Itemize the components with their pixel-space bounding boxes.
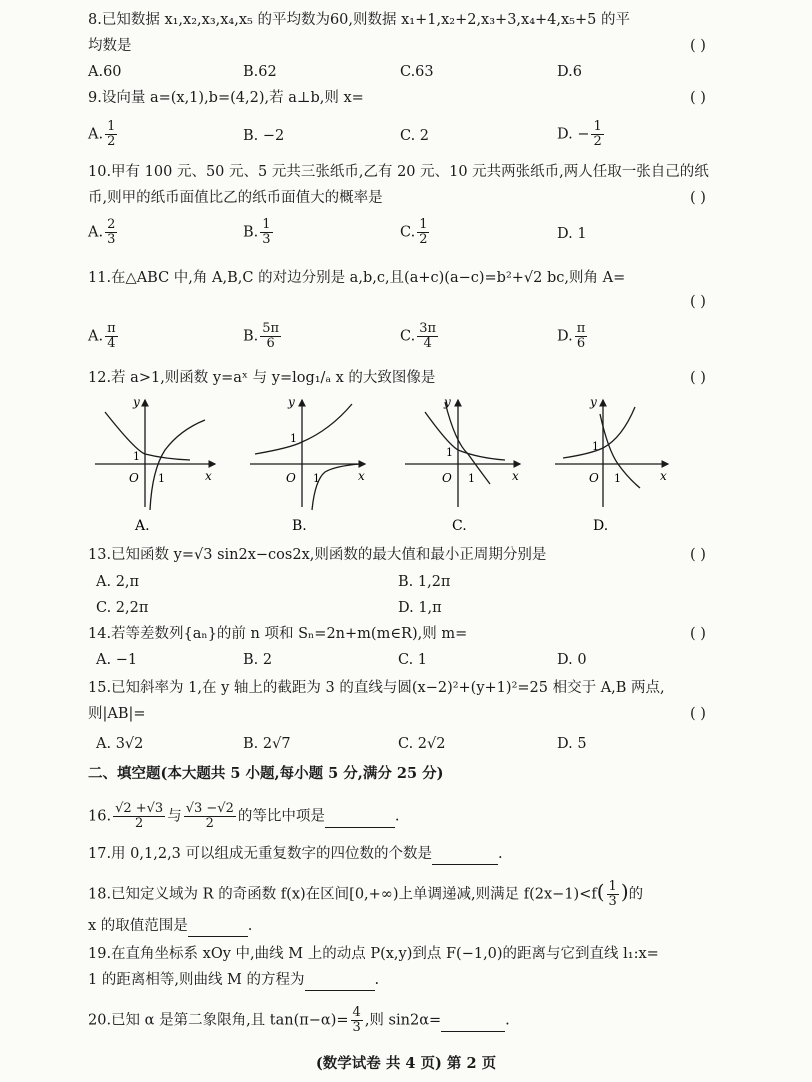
- question-20: 20.已知 α 是第二象限角,且 tan(π−α)= $\frac{4}{3}$ ,则 sin2α= .: [88, 1005, 510, 1035]
- question-8-text-cont: 均数是: [88, 38, 132, 54]
- graph-b: [250, 400, 365, 510]
- option-d: D. 1,π: [398, 600, 442, 616]
- tick-label: 1: [446, 446, 453, 459]
- option-a: A. 3√2: [96, 736, 144, 752]
- answer-blank: [325, 807, 395, 828]
- question-18-text-cont: x 的取值范围是: [88, 918, 188, 934]
- question-9-text: 9.设向量 a=(x,1),b=(4,2),若 a⊥b,则 x=: [88, 90, 364, 106]
- option-c: C. $\frac{3\pi}{4}$: [400, 321, 437, 351]
- option-b: B. $\frac{5\pi}{6}$: [243, 321, 280, 351]
- tick-label: 1: [614, 472, 621, 485]
- question-16: 16. $\frac{√2 +√3}{2}$ 与 $\frac{√3 -√2}{2}$ 的等比中项是 .: [88, 801, 400, 831]
- question-19-text: 19.在直角坐标系 xOy 中,曲线 M 上的动点 P(x,y)到点 F(−1,0)的距离与它到直线 l₁:x=: [88, 946, 659, 962]
- option-a: A.60: [88, 64, 122, 80]
- axis-x-label: x: [358, 469, 365, 483]
- option-c: C. 2: [400, 128, 430, 144]
- origin-label: O: [286, 471, 296, 485]
- answer-bracket: ( ): [690, 190, 706, 206]
- answer-bracket: ( ): [690, 626, 706, 642]
- graph-a: [95, 400, 215, 510]
- option-b: B. $\frac{1}{3}$: [243, 217, 271, 247]
- option-b: B. 2√7: [243, 736, 291, 752]
- question-18: 18.已知定义域为 R 的奇函数 f(x)在区间[0,+∞)上单调递减,则满足 f(2x−1)<f( $\frac{1}{3}$ )的: [88, 879, 644, 909]
- axis-x-label: x: [205, 469, 212, 483]
- option-d: D. − $\frac{1}{2}$: [557, 119, 602, 149]
- answer-bracket: ( ): [690, 547, 706, 563]
- option-c: C. 1: [398, 652, 428, 668]
- question-15-text: 15.已知斜率为 1,在 y 轴上的截距为 3 的直线与圆(x−2)²+(y+1)²=25 相交于 A,B 两点,: [88, 680, 665, 696]
- question-20-text: 20.已知 α 是第二象限角,且 tan(π−α)=: [88, 1012, 349, 1029]
- graph-d-label: D.: [593, 518, 609, 534]
- answer-bracket: ( ): [690, 90, 706, 106]
- option-a: A. $\frac{2}{3}$: [88, 217, 116, 247]
- question-14-text: 14.若等差数列{aₙ}的前 n 项和 Sₙ=2n+m(m∈R),则 m=: [88, 626, 468, 642]
- option-d: D.6: [557, 64, 582, 80]
- fraction: $\frac{1}{3}$: [608, 879, 617, 909]
- axis-y-label: y: [133, 395, 140, 409]
- question-10-options: [0, 218, 812, 250]
- fraction: $\frac{√2 +√3}{2}$: [115, 801, 164, 831]
- fraction: $\frac{√3 -√2}{2}$: [185, 801, 234, 831]
- question-16-prefix: 16.: [88, 808, 112, 825]
- origin-label: O: [442, 471, 452, 485]
- exam-page: 8.已知数据 x₁,x₂,x₃,x₄,x₅ 的平均数为60,则数据 x₁+1,x₂+2,x₃+3,x₄+4,x₅+5 的平 均数是 ( ) A.60 B.62 C.63 D.6 9.设向量 a=(x,1),b=(4,2),若 a⊥b,则 x= ( ) A. $\frac{1}{2}$ B. −2 C. 2 D. − $\frac{1}{2}$ 10.甲有 100 元、50 元、5 元共三张纸币,乙有 20 元、10 元共两张纸币,两人任取一张自己的纸 币,则甲的纸币面值比乙的纸币面值大的概率是 ( ) A. $\frac{2}{3}$ B. $\frac{1}{3}$ C. $\frac{1}{2}$ D. 1 11.在△ABC 中,角 A,B,C 的对边分别是 a,b,c,且(a+c)(a−c)=b²+√2 bc,则角 A= ( ) A. $\frac{\pi}{4}$ B. $\frac{5\pi}{6}$ C. $\frac{3\pi}{4}$ D. $\frac{\pi}{6}$ 12.若 a>1,则函数 y=aˣ 与 y=log₁/ₐ x 的大致图像是 ( ) y x O 1 1 y x O 1 1 y x O 1 1 y x O 1 1 A. B. C. D. 13.已知函数 y=√3 sin2x−cos2x,则函数的最大值和最小正周期分别是 ( ) A. 2,π B. 1,2π C. 2,2π D. 1,π 14.若等差数列{aₙ}的前 n 项和 Sₙ=2n+m(m∈R),则 m= ( ) A. −1 B. 2 C. 1 D. 0 15.已知斜率为 1,在 y 轴上的截距为 3 的直线与圆(x−2)²+(y+1)²=25 相交于 A,B 两点, 则|AB|= ( ) A. 3√2 B. 2√7 C. 2√2 D. 5 二、填空题(本大题共 5 小题,每小题 5 分,满分 25 分) 16. $\frac{√2 +√3}{2}$ 与 $\frac{√3 -√2}{2}$ 的等比中项是 . 17.用 0,1,2,3 可以组成无重复数字的四位数的个数是 . 18.已知定义域为 R 的奇函数 f(x)在区间[0,+∞)上单调递减,则满足 f(2x−1)<f( $\frac{1}{3}$ )的 x 的取值范围是 . 19.在直角坐标系 xOy 中,曲线 M 上的动点 P(x,y)到点 F(−1,0)的距离与它到直线 l₁:x= 1 的距离相等,则曲线 M 的方程为 . 20.已知 α 是第二象限角,且 tan(π−α)= $\frac{4}{3}$ ,则 sin2α= . (数学试卷 共 4 页) 第 2 页: [0, 0, 812, 1082]
- answer-bracket: ( ): [690, 370, 706, 386]
- tick-label: 1: [290, 432, 297, 445]
- fraction: $\frac{4}{3}$: [352, 1005, 361, 1035]
- graph-c-label: C.: [452, 518, 467, 534]
- question-11-options: [0, 322, 812, 356]
- graph-a-label: A.: [135, 518, 150, 534]
- question-11-text: 11.在△ABC 中,角 A,B,C 的对边分别是 a,b,c,且(a+c)(a−c)=b²+√2 bc,则角 A=: [88, 270, 626, 286]
- graph-options: [0, 392, 812, 542]
- page-footer: (数学试卷 共 4 页) 第 2 页: [315, 1055, 497, 1072]
- question-9-options: [0, 120, 812, 152]
- question-15-text-cont: 则|AB|=: [88, 706, 146, 722]
- option-c: C. $\frac{1}{2}$: [400, 217, 428, 247]
- question-19-text-cont: 1 的距离相等,则曲线 M 的方程为: [88, 972, 305, 988]
- axis-y-label: y: [444, 395, 451, 409]
- option-c: C. 2,2π: [96, 600, 149, 616]
- question-10-text-cont: 币,则甲的纸币面值比乙的纸币面值大的概率是: [88, 190, 383, 206]
- tick-label: 1: [468, 472, 475, 485]
- answer-blank: [188, 916, 248, 937]
- tick-label: 1: [158, 472, 165, 485]
- tick-label: 1: [133, 450, 140, 463]
- question-18-text: 18.已知定义域为 R 的奇函数 f(x)在区间[0,+∞)上单调递减,则满足 f(2x−1)<f: [88, 886, 597, 903]
- answer-bracket: ( ): [690, 706, 706, 722]
- origin-label: O: [589, 471, 599, 485]
- answer-blank: [441, 1011, 505, 1032]
- origin-label: O: [129, 471, 139, 485]
- axis-y-label: y: [590, 395, 597, 409]
- question-8-text: 8.已知数据 x₁,x₂,x₃,x₄,x₅ 的平均数为60,则数据 x₁+1,x₂+2,x₃+3,x₄+4,x₅+5 的平: [88, 12, 630, 28]
- question-12-text: 12.若 a>1,则函数 y=aˣ 与 y=log₁/ₐ x 的大致图像是: [88, 370, 436, 386]
- graph-b-label: B.: [292, 518, 307, 534]
- question-13-text: 13.已知函数 y=√3 sin2x−cos2x,则函数的最大值和最小正周期分别是: [88, 547, 547, 563]
- option-d: D. 1: [557, 226, 587, 242]
- answer-bracket: ( ): [690, 294, 706, 310]
- option-b: B.62: [243, 64, 277, 80]
- option-a: A. −1: [96, 652, 138, 668]
- option-b: B. 1,2π: [398, 574, 451, 590]
- answer-blank: [305, 970, 375, 991]
- graph-c: [405, 400, 520, 507]
- section-heading: 二、填空题(本大题共 5 小题,每小题 5 分,满分 25 分): [88, 765, 444, 782]
- option-c: C. 2√2: [398, 736, 446, 752]
- option-b: B. −2: [243, 128, 285, 144]
- option-a: A. 2,π: [96, 574, 140, 590]
- answer-blank: [432, 844, 498, 865]
- option-a: A. $\frac{\pi}{4}$: [88, 321, 116, 351]
- question-17-text: 17.用 0,1,2,3 可以组成无重复数字的四位数的个数是: [88, 846, 433, 862]
- option-c: C.63: [400, 64, 434, 80]
- axis-x-label: x: [512, 469, 519, 483]
- option-d: D. 0: [557, 652, 587, 668]
- option-d: D. 5: [557, 736, 587, 752]
- graph-d: [555, 400, 668, 507]
- tick-label: 1: [313, 472, 320, 485]
- axis-x-label: x: [660, 469, 667, 483]
- option-d: D. $\frac{\pi}{6}$: [557, 321, 586, 351]
- axis-y-label: y: [288, 395, 295, 409]
- answer-bracket: ( ): [690, 38, 706, 54]
- option-a: A. $\frac{1}{2}$: [88, 119, 116, 149]
- option-b: B. 2: [243, 652, 273, 668]
- tick-label: 1: [592, 440, 599, 453]
- question-10-text: 10.甲有 100 元、50 元、5 元共三张纸币,乙有 20 元、10 元共两张纸币,两人任取一张自己的纸: [88, 164, 709, 180]
